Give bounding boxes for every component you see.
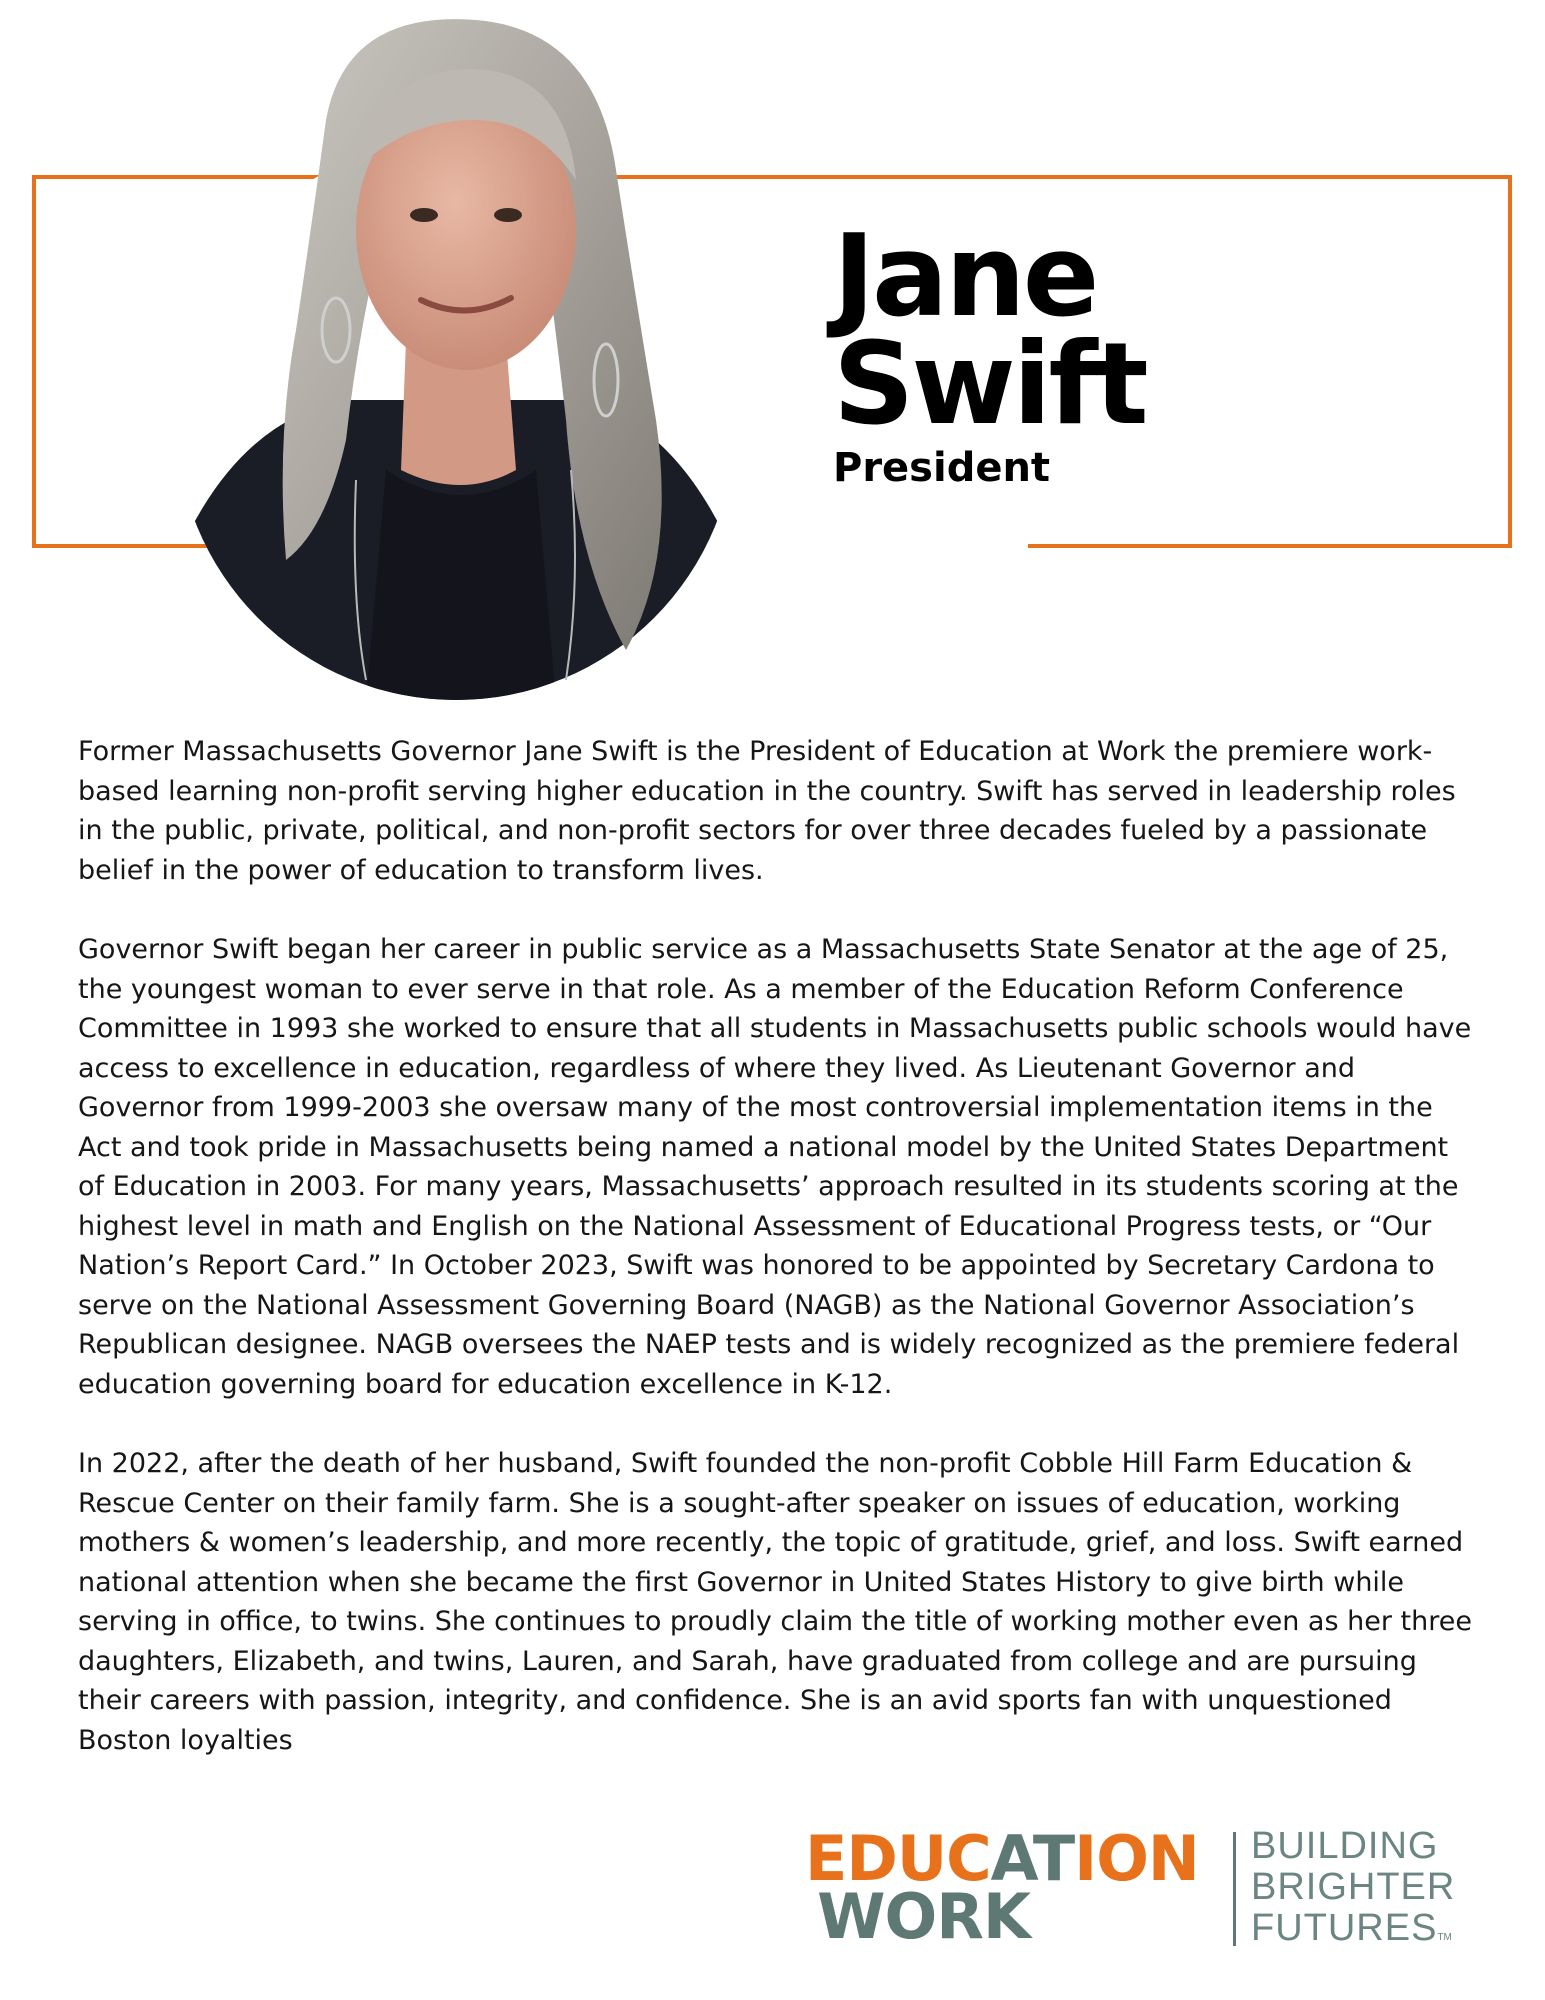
logo-tagline-line-3 xyxy=(1251,1908,1455,1958)
frame-right-line xyxy=(1508,175,1512,548)
logo-tagline xyxy=(1251,1826,1455,1958)
bio-paragraph: Governor Swift began her career in public service as a Massachusetts State Senator at the age of 25, the youngest woman to ever serve in that role. As a member of the Education Reform Conference Committee in 1993 she worked to ensure that all students in Massachusetts public schools would have access to excellence in education, regardless of where they lived. As Lieutenant Governor and Governor from 1999-2003 she oversaw many of the most controversial implementation items in the Act and took pride in Massachusetts being named a national model by the United States Department of Education in 2003. For many years, Massachusetts’ approach resulted in its students scoring at the highest level in math and English on the National Assessment of Educational Progress tests, or “Our Nation’s Report Card.” In October 2023, Swift was honored to be appointed by Secretary Cardona to serve on the National Assessment Governing Board (NAGB) as the National Governor Association’s Republican designee. NAGB oversees the NAEP tests and is widely recognized as the premiere federal education governing board for education excellence in K-12. xyxy=(78,934,1472,1400)
logo-word-work: WORK xyxy=(817,1880,1030,1953)
first-name: Jane xyxy=(833,210,1097,342)
logo-education-suffix: ION xyxy=(1074,1822,1199,1895)
logo-tagline-line-1: BUILDING xyxy=(1251,1825,1439,1867)
trademark-symbol: TM xyxy=(1437,1932,1452,1943)
frame-left-line xyxy=(32,175,36,548)
name-block xyxy=(833,210,1146,492)
bio-section xyxy=(78,732,1478,1800)
bio-paragraph: Former Massachusetts Governor Jane Swift is the President of Education at Work the premiere work-based learning non-profit serving higher education in the country. Swift has served in leadership roles in the public, private, political, and non-profit sectors for over three decades fueled by a passionate belief in the power of education to transform lives. xyxy=(78,736,1456,886)
bio-paragraph: In 2022, after the death of her husband, Swift founded the non-profit Cobble Hill Farm Education & Rescue Center on their family farm. She is a sought-after speaker on issues of education, working mothers & women’s leadership, and more recently, the topic of gratitude, grief, and loss. Swift earned national attention when she became the first Governor in United States History to give birth while serving in office, to twins. She continues to proudly claim the title of working mother even as her three daughters, Elizabeth, and twins, Lauren, and Sarah, have graduated from college and are pursuing their careers with passion, integrity, and confidence. She is an avid sports fan with unquestioned Boston loyalties xyxy=(78,1448,1472,1756)
frame-bottom-right-line xyxy=(1028,544,1512,548)
job-title: President xyxy=(833,445,1051,491)
logo-divider xyxy=(1233,1832,1236,1946)
logo-tagline-futures: FUTURES xyxy=(1251,1907,1438,1949)
portrait-photo xyxy=(176,0,736,700)
logo-education-prefix: EDUC xyxy=(805,1822,991,1895)
logo-education-at: AT xyxy=(990,1822,1075,1895)
education-at-work-logo xyxy=(805,1822,1465,1956)
logo-tagline-line-2: BRIGHTER xyxy=(1251,1866,1456,1908)
last-name: Swift xyxy=(833,318,1146,450)
